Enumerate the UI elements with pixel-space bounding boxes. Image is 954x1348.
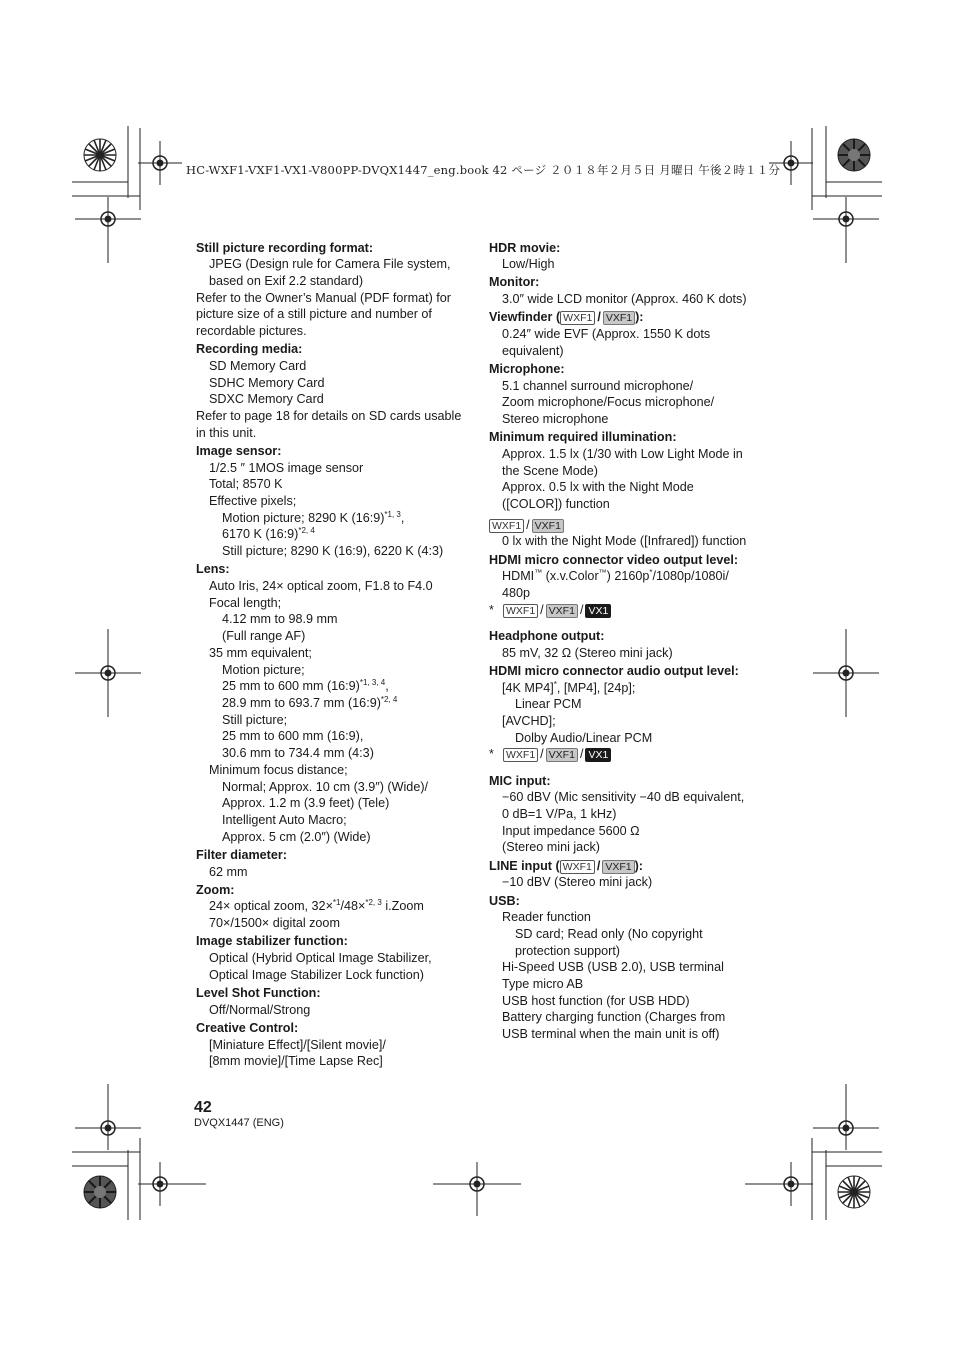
- registration-mark-icon: [433, 1162, 521, 1216]
- spec-level-shot: [196, 985, 472, 1018]
- spec-value: Total; 8570 K: [209, 477, 283, 492]
- spec-heading: Image sensor:: [196, 443, 282, 458]
- spec-line-input: [489, 858, 764, 891]
- registration-mark-icon: [138, 141, 182, 185]
- spec-heading: USB:: [489, 893, 520, 908]
- model-badge-vxf1: VXF1: [603, 311, 635, 325]
- spec-value: 4.12 mm to 98.9 mm: [222, 612, 338, 627]
- spec-column-right: [489, 238, 764, 1043]
- spec-value: Stereo microphone: [502, 412, 609, 427]
- spec-value: (Stereo mini jack): [502, 840, 600, 855]
- spec-heading: Zoom:: [196, 882, 235, 897]
- footnote-ref: *2, 4: [298, 526, 315, 536]
- spec-value: [8mm movie]/[Time Lapse Rec]: [209, 1054, 383, 1069]
- spec-heading: Lens:: [196, 562, 230, 577]
- spec-value: SD card; Read only (No copyright: [515, 926, 703, 941]
- spec-value: Approx. 1.2 m (3.9 feet) (Tele): [222, 796, 390, 811]
- spec-column-left: [196, 238, 472, 1070]
- model-badge-vxf1: VXF1: [546, 604, 578, 618]
- spec-hdmi-video: [489, 552, 764, 619]
- spec-value: USB host function (for USB HDD): [502, 993, 690, 1008]
- spec-text: [4K MP4]: [502, 680, 554, 695]
- spec-value: Still picture;: [222, 712, 288, 727]
- model-badge-wxf1: WXF1: [489, 519, 524, 533]
- separator: /: [579, 602, 584, 617]
- footnote-models: [489, 746, 764, 763]
- registration-mark-icon: [813, 629, 879, 717]
- footnote-models: [489, 602, 764, 619]
- spec-text: ,: [385, 679, 389, 694]
- spec-value: Focal length;: [209, 595, 282, 610]
- spec-text: ,: [400, 510, 405, 525]
- spec-heading: HDMI micro connector video output level:: [489, 552, 739, 567]
- footnote-ref: *1, 3: [384, 509, 401, 519]
- spec-value: (Full range AF): [222, 629, 306, 644]
- model-badge-vx1: VX1: [585, 604, 611, 618]
- footnote-ref: *2, 4: [380, 694, 398, 704]
- spec-value: 480p: [502, 586, 531, 601]
- spec-value: −60 dBV (Mic sensitivity −40 dB equivalent,: [502, 790, 745, 805]
- spec-value: protection support): [515, 943, 621, 958]
- spec-heading-text: LINE input (: [489, 858, 560, 873]
- spec-hdmi-audio: [489, 663, 764, 763]
- spec-value: [196, 695, 472, 712]
- spec-value: 0 lx with the Night Mode ([Infrared]) function: [502, 534, 747, 549]
- spec-value: Dolby Audio/Linear PCM: [515, 730, 653, 745]
- spec-text: 24× optical zoom, 32×: [209, 899, 333, 914]
- spec-heading: Monitor:: [489, 275, 540, 290]
- spec-monitor: [489, 274, 764, 307]
- spec-value: Input impedance 5600 Ω: [502, 823, 640, 838]
- spec-viewfinder: [489, 309, 764, 359]
- spec-value: [489, 568, 764, 585]
- spec-note: Refer to page 18 for details on SD cards usable: [196, 409, 462, 424]
- page-number: 42: [194, 1099, 212, 1116]
- spec-value: SD Memory Card: [209, 358, 307, 373]
- spec-note: Refer to the Owner’s Manual (PDF format) for: [196, 290, 451, 305]
- spec-value: [196, 526, 472, 543]
- spec-value: Low/High: [502, 257, 555, 272]
- spec-value: Optical (Hybrid Optical Image Stabilizer,: [209, 951, 432, 966]
- spec-value: Reader function: [502, 910, 591, 925]
- spec-image-sensor: [196, 443, 472, 560]
- spec-heading: Recording media:: [196, 342, 303, 357]
- spec-microphone: [489, 361, 764, 428]
- spec-value: SDHC Memory Card: [209, 375, 325, 390]
- spec-text: (x.v.Color: [542, 569, 599, 584]
- spec-text: Motion picture; 8290 K (16:9): [222, 510, 385, 525]
- spec-value: 62 mm: [209, 864, 248, 879]
- spec-value: [196, 898, 472, 915]
- starburst-mark-icon: [84, 139, 116, 171]
- spec-heading: [489, 858, 764, 875]
- footnote-ref: *: [553, 679, 557, 689]
- footnote-star: *: [489, 747, 494, 762]
- spec-value: equivalent): [502, 343, 564, 358]
- spec-heading-text: ):: [634, 858, 643, 873]
- spec-value: 30.6 mm to 734.4 mm (4:3): [222, 746, 374, 761]
- spec-value: [196, 678, 472, 695]
- separator: /: [597, 310, 601, 325]
- model-badge-vxf1: VXF1: [532, 519, 564, 533]
- footnote-ref: *1: [332, 898, 341, 908]
- spec-heading: Level Shot Function:: [196, 985, 321, 1000]
- spec-value: USB terminal when the main unit is off): [502, 1027, 720, 1042]
- registration-mark-icon: [813, 1084, 879, 1150]
- model-badge-wxf1: WXF1: [503, 748, 538, 762]
- model-badge-row: [489, 517, 764, 534]
- spec-value: [AVCHD];: [502, 713, 556, 728]
- spec-heading: HDR movie:: [489, 240, 561, 255]
- spec-illumination: [489, 429, 764, 550]
- spec-note: picture size of a still picture and number of: [196, 307, 432, 322]
- model-badge-wxf1: WXF1: [503, 604, 538, 618]
- spec-text: /1080p/1080i/: [652, 569, 729, 584]
- model-badge-vxf1: VXF1: [546, 748, 578, 762]
- spec-note: in this unit.: [196, 425, 257, 440]
- footnote-ref: *: [649, 568, 653, 578]
- footnote-ref: *2, 3: [365, 898, 382, 908]
- spec-value: Off/Normal/Strong: [209, 1002, 311, 1017]
- spec-value: Battery charging function (Charges from: [502, 1010, 726, 1025]
- spec-value: 1/2.5 ″ 1MOS image sensor: [209, 460, 364, 475]
- spec-headphone: [489, 628, 764, 661]
- spec-value: 0.24″ wide EVF (Approx. 1550 K dots: [502, 327, 711, 342]
- spec-heading: Creative Control:: [196, 1020, 299, 1035]
- spec-value: Effective pixels;: [209, 494, 297, 509]
- trademark-mark: ™: [534, 568, 543, 578]
- model-code: DVQX1447 (ENG): [194, 1117, 284, 1129]
- spec-value: JPEG (Design rule for Camera File system,: [209, 257, 451, 272]
- spec-heading: [489, 309, 764, 326]
- spec-text: ) 2160p: [606, 569, 650, 584]
- spec-value: 70×/1500× digital zoom: [209, 916, 340, 931]
- spec-heading-text: ):: [635, 310, 644, 325]
- spec-heading: Microphone:: [489, 361, 565, 376]
- spec-value: based on Exif 2.2 standard): [209, 273, 364, 288]
- spec-value: Hi-Speed USB (USB 2.0), USB terminal: [502, 960, 724, 975]
- spec-heading: Minimum required illumination:: [489, 430, 677, 445]
- spec-text: HDMI: [502, 569, 535, 584]
- spec-recording-media: [196, 341, 472, 441]
- separator: /: [596, 858, 601, 873]
- color-check-mark-icon: [84, 1176, 116, 1208]
- spec-text: /48×: [340, 899, 366, 914]
- spec-value: Optical Image Stabilizer Lock function): [209, 967, 424, 982]
- registration-mark-icon: [813, 197, 879, 263]
- spec-value: Approx. 5 cm (2.0″) (Wide): [222, 829, 371, 844]
- spec-text: 28.9 mm to 693.7 mm (16:9): [222, 695, 381, 710]
- spec-zoom: [196, 882, 472, 932]
- spec-heading: MIC input:: [489, 773, 551, 788]
- spec-value: 25 mm to 600 mm (16:9),: [222, 729, 364, 744]
- separator: /: [540, 747, 544, 762]
- spec-heading-text: Viewfinder (: [489, 310, 561, 325]
- spec-value: Normal; Approx. 10 cm (3.9″) (Wide)/: [222, 779, 429, 794]
- spec-text: , [MP4], [24p];: [556, 680, 636, 695]
- spec-value: −10 dBV (Stereo mini jack): [502, 875, 653, 890]
- spec-heading: Headphone output:: [489, 628, 605, 643]
- spec-text: 25 mm to 600 mm (16:9): [222, 679, 360, 694]
- spec-value: Intelligent Auto Macro;: [222, 812, 347, 827]
- separator: /: [579, 747, 584, 762]
- spec-value: [489, 680, 764, 697]
- registration-mark-icon: [75, 1084, 141, 1150]
- separator: /: [526, 517, 530, 532]
- spec-value: 85 mV, 32 Ω (Stereo mini jack): [502, 645, 673, 660]
- model-badge-vx1: VX1: [585, 748, 611, 762]
- footnote-star: *: [489, 602, 494, 617]
- spec-heading: Filter diameter:: [196, 847, 287, 862]
- spec-value: Linear PCM: [515, 697, 582, 712]
- separator: /: [540, 602, 544, 617]
- spec-text: i.Zoom: [381, 899, 424, 914]
- spec-value: Zoom microphone/Focus microphone/: [502, 395, 715, 410]
- model-badge-wxf1: WXF1: [560, 860, 595, 874]
- spec-value: 35 mm equivalent;: [209, 645, 312, 660]
- registration-mark-icon: [745, 1162, 813, 1206]
- registration-mark-icon: [75, 197, 141, 263]
- spec-value: Motion picture;: [222, 662, 305, 677]
- color-check-mark-icon: [838, 139, 870, 171]
- spec-heading: HDMI micro connector audio output level:: [489, 663, 739, 678]
- model-badge-vxf1: VXF1: [602, 860, 634, 874]
- footnote-ref: *1, 3, 4: [359, 678, 386, 688]
- spec-value: Still picture; 8290 K (16:9), 6220 K (4:3): [222, 544, 444, 559]
- spec-value: Minimum focus distance;: [209, 762, 348, 777]
- spec-usb: [489, 893, 764, 1043]
- spec-value: 3.0″ wide LCD monitor (Approx. 460 K dots): [502, 292, 747, 307]
- spec-hdr-movie: [489, 240, 764, 273]
- spec-creative-control: [196, 1020, 472, 1070]
- spec-heading: Still picture recording format:: [196, 240, 374, 255]
- spec-still-format: [196, 240, 472, 340]
- spec-stabilizer: [196, 933, 472, 983]
- spec-value: Approx. 1.5 lx (1/30 with Low Light Mode in: [502, 446, 743, 461]
- spec-value: Auto Iris, 24× optical zoom, F1.8 to F4.0: [209, 579, 433, 594]
- spec-value: 0 dB=1 V/Pa, 1 kHz): [502, 807, 617, 821]
- spec-value: the Scene Mode): [502, 463, 598, 478]
- trademark-mark: ™: [598, 568, 607, 578]
- model-badge-wxf1: WXF1: [560, 311, 595, 325]
- spec-value: ([COLOR]) function: [502, 497, 610, 512]
- spec-value: Approx. 0.5 lx with the Night Mode: [502, 480, 694, 495]
- spec-value: [Miniature Effect]/[Silent movie]/: [209, 1037, 386, 1052]
- print-header: HC-WXF1-VXF1-VX1-V800PP-DVQX1447_eng.book 42 ページ ２０１８年２月５日 月曜日 午後２時１１分: [186, 163, 781, 177]
- spec-value: Type micro AB: [502, 977, 584, 992]
- spec-lens: [196, 561, 472, 845]
- spec-value: [196, 510, 472, 527]
- spec-value: SDXC Memory Card: [209, 392, 324, 407]
- spec-text: 6170 K (16:9): [222, 527, 299, 542]
- spec-heading: Image stabilizer function:: [196, 934, 348, 949]
- spec-mic-input: [489, 773, 764, 857]
- registration-mark-icon: [138, 1162, 206, 1206]
- spec-value: 5.1 channel surround microphone/: [502, 378, 694, 393]
- starburst-mark-icon: [838, 1176, 870, 1208]
- spec-filter-diameter: [196, 847, 472, 880]
- registration-mark-icon: [75, 629, 141, 717]
- spec-note: recordable pictures.: [196, 324, 307, 339]
